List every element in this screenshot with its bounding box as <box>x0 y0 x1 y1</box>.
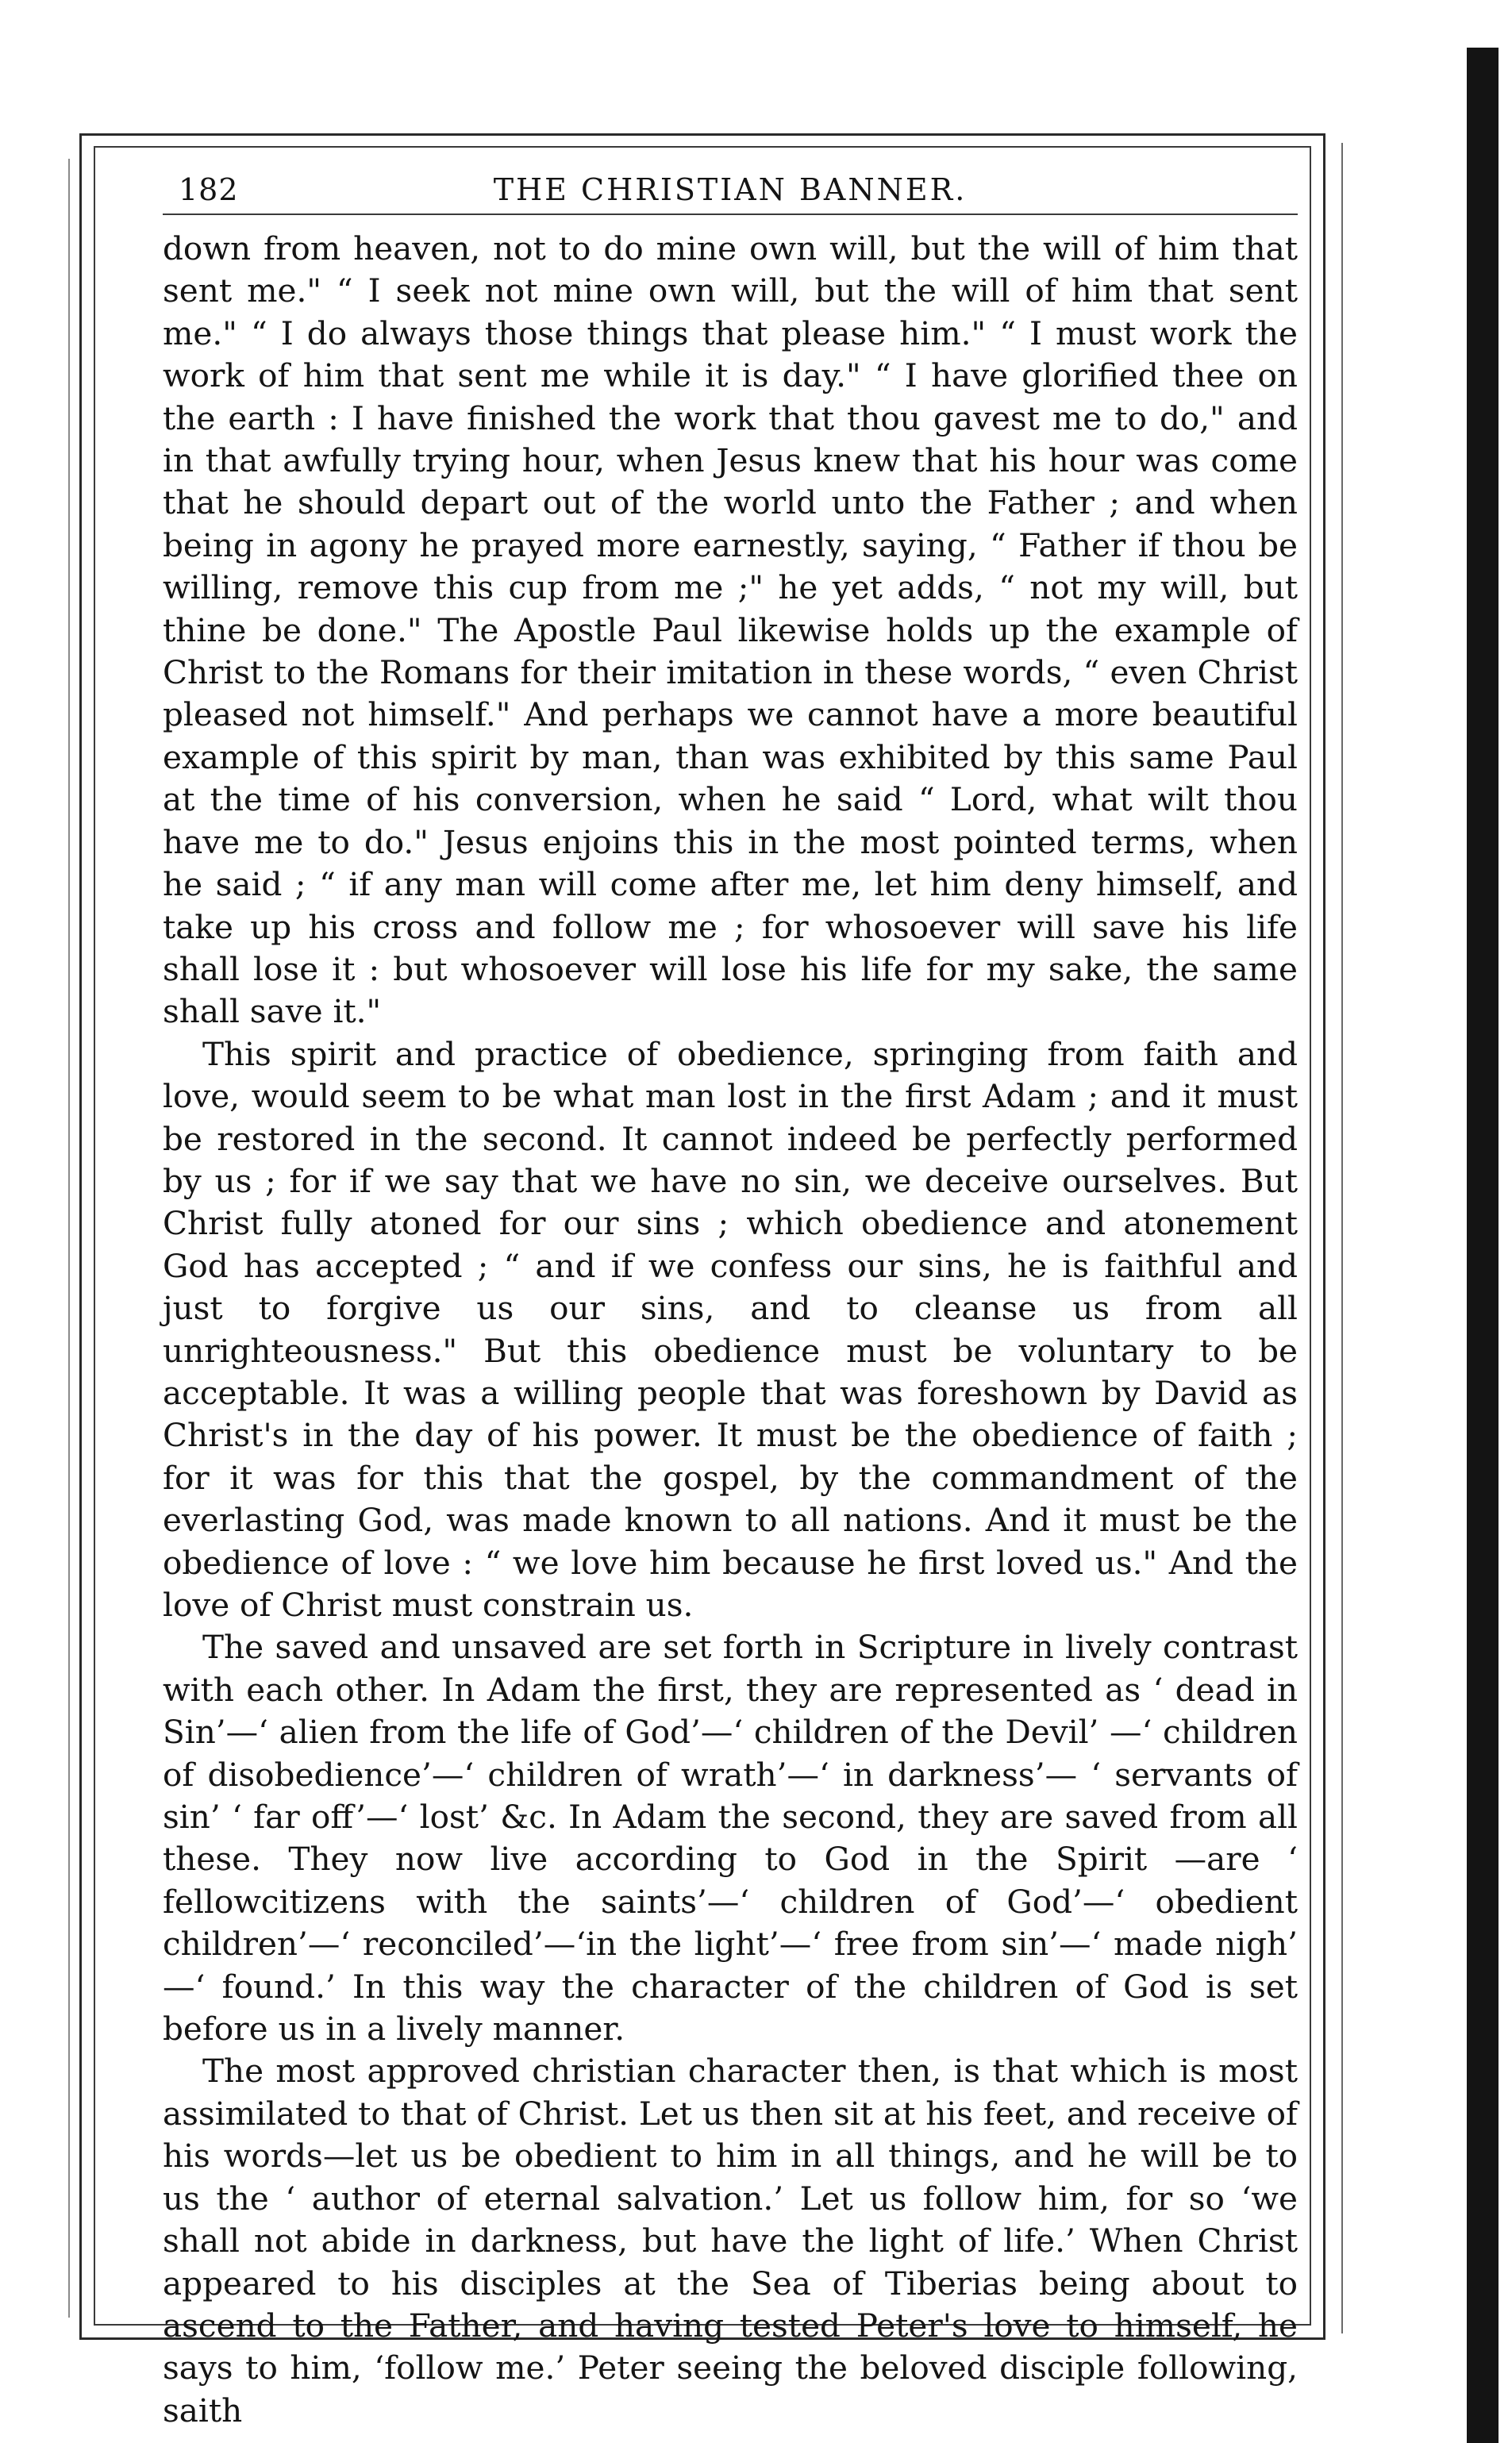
frame-rule-right <box>1341 143 1343 2333</box>
book-page <box>163 163 1298 2432</box>
paragraph-obedience: This spirit and practice of obedience, springing from faith and love, would seem to be what man lost in the first Adam ; and it must be restored in the second. It cannot indeed be perfectly performed by us ; for if we say that we have no sin, we deceive ourselves. But Christ fully atoned for our sins ; which obedience and atonement God has accepted ; “ and if we confess our sins, he is faithful and just to forgive us our sins, and to cleanse us from all unrighteousness." But this obedience must be voluntary to be acceptable. It was a willing people that was foreshown by David as Christ's in the day of his power. It must be the obedience of faith ; for it was for this that the gospel, by the commandment of the everlasting God, was made known to all nations. And it must be the obedience of love : “ we love him because he first loved us." And the love of Christ must constrain us. <box>163 1034 1298 1624</box>
running-title: THE CHRISTIAN BANNER. <box>493 172 968 207</box>
body-text <box>163 228 1298 2432</box>
frame-rule-left <box>68 159 70 2318</box>
page-number: 182 <box>179 172 239 207</box>
paragraph-saved-unsaved: The saved and unsaved are set forth in Scripture in lively contrast with each other. In Adam the first, they are represented as ‘ dead in Sin’—‘ alien from the life of God’—‘ children of the Devil’ —‘ children of disobedience’—‘ children of wrath’—‘ in darkness’— ‘ servants of sin’ ‘ far off’—‘ lost’ &c. In Adam the second, they are saved from all these. They now live according to God in the Spirit —are ‘ fellowcitizens with the saints’—‘ children of God’—‘ obedient children’—‘ reconciled’—‘in the light’—‘ free from sin’—‘ made nigh’ —‘ found.’ In this way the character of the children of God is set before us in a lively manner. <box>163 1628 1298 2049</box>
page-header <box>163 163 1298 215</box>
paragraph-continuation: down from heaven, not to do mine own will, but the will of him that sent me." “ I seek not mine own will, but the will of him that sent me." “ I do always those things that please him." “ I must work the work of him that sent me while it is day." “ I have glorified thee on the earth : I have finished the work that thou gavest me to do," and in that awfully trying hour, when Jesus knew that his hour was come that he should depart out of the world unto the Father ; and when being in agony he prayed more earnestly, saying, “ Father if thou be willing, remove this cup from me ;" he yet adds, “ not my will, but thine be done." The Apostle Paul likewise holds up the example of Christ to the Romans for their imitation in these words, “ even Christ pleased not himself." And perhaps we cannot have a more beautiful example of this spirit by man, than was exhibited by this same Paul at the time of his conversion, when he said “ Lord, what wilt thou have me to do." Jesus enjoins this in the most pointed terms, when he said ; “ if any man will come after me, let him deny himself, and take up his cross and follow me ; for whosoever will save his life shall lose it : but whosoever will lose his life for my sake, the same shall save it." <box>163 229 1298 1031</box>
scan-edge-strip <box>1467 48 1499 2443</box>
paragraph-christian-character: The most approved christian character then, is that which is most assimilated to that of Christ. Let us then sit at his feet, and receive of his words—let us be obedient to him in all things, and he will be to us the ‘ author of eternal salvation.’ Let us follow him, for so ‘we shall not abide in darkness, but have the light of life.’ When Christ appeared to his disciples at the Sea of Tiberias being about to ascend to the Father, and having tested Peter's love to himself, he says to him, ‘follow me.’ Peter seeing the beloved disciple following, saith <box>163 2052 1298 2430</box>
